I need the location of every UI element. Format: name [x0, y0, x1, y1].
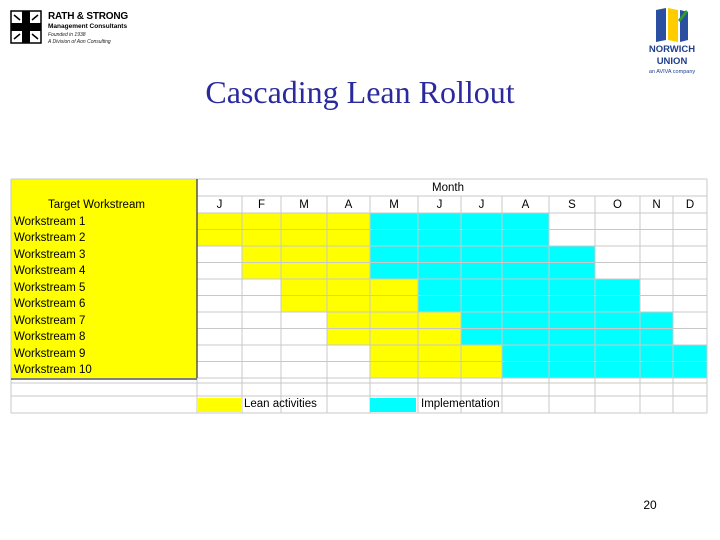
schedule-cell	[640, 279, 673, 296]
schedule-cell	[549, 263, 595, 280]
schedule-cell	[502, 230, 549, 247]
schedule-cell	[502, 246, 549, 263]
schedule-cell	[370, 362, 418, 379]
schedule-cell	[370, 230, 418, 247]
schedule-cell	[549, 230, 595, 247]
schedule-cell	[242, 296, 281, 313]
schedule-cell	[327, 296, 370, 313]
norwich-union-name-line2: UNION	[656, 56, 688, 67]
schedule-cell	[197, 263, 242, 280]
rath-strong-division: A Division of Aon Consulting	[48, 39, 111, 45]
target-workstream-header: Target Workstream	[48, 199, 145, 211]
schedule-cell	[197, 345, 242, 362]
schedule-cell	[197, 312, 242, 329]
schedule-cell	[640, 362, 673, 379]
schedule-cell	[327, 312, 370, 329]
schedule-cell	[673, 362, 707, 379]
rath-strong-name: RATH & STRONG	[48, 11, 128, 22]
schedule-cell	[370, 263, 418, 280]
month-label: M	[299, 199, 309, 211]
schedule-cell	[502, 213, 549, 230]
schedule-cell	[461, 279, 502, 296]
schedule-cell	[640, 345, 673, 362]
schedule-cell	[418, 329, 461, 346]
month-label: A	[521, 199, 530, 211]
schedule-cell	[461, 329, 502, 346]
schedule-cell	[673, 246, 707, 263]
norwich-union-tagline: an AVIVA company	[648, 69, 696, 75]
schedule-cell	[197, 362, 242, 379]
schedule-cell	[502, 296, 549, 313]
schedule-cell	[370, 296, 418, 313]
schedule-cell	[281, 263, 327, 280]
schedule-cell	[242, 279, 281, 296]
workstream-label: Workstream 3	[14, 248, 86, 261]
schedule-cell	[640, 230, 673, 247]
schedule-cell	[673, 296, 707, 313]
schedule-cell	[418, 345, 461, 362]
schedule-cell	[461, 296, 502, 313]
month-label: J	[216, 199, 223, 211]
month-label: O	[613, 199, 622, 211]
schedule-cell	[461, 213, 502, 230]
schedule-cell	[673, 345, 707, 362]
month-label: S	[568, 199, 576, 211]
schedule-cell	[418, 279, 461, 296]
norwich-union-name-line1: NORWICH	[648, 44, 696, 55]
schedule-cell	[197, 213, 242, 230]
workstream-label: Workstream 2	[14, 232, 86, 244]
schedule-cell	[370, 213, 418, 230]
schedule-cell	[461, 312, 502, 329]
schedule-cell	[461, 345, 502, 362]
legend-implementation-label: Implementation	[421, 398, 500, 410]
schedule-cell	[673, 279, 707, 296]
schedule-cell	[673, 329, 707, 346]
schedule-cell	[281, 329, 327, 346]
schedule-cell	[197, 246, 242, 263]
schedule-cell	[673, 312, 707, 329]
schedule-cell	[418, 263, 461, 280]
schedule-cell	[327, 230, 370, 247]
schedule-cell	[673, 263, 707, 280]
schedule-cell	[502, 263, 549, 280]
schedule-cell	[242, 345, 281, 362]
schedule-cell	[418, 362, 461, 379]
schedule-cell	[549, 312, 595, 329]
schedule-cell	[242, 312, 281, 329]
schedule-cell	[461, 362, 502, 379]
schedule-cell	[502, 312, 549, 329]
month-label: J	[478, 199, 485, 211]
month-label: D	[685, 199, 695, 211]
month-label: A	[344, 199, 353, 211]
month-label: N	[652, 199, 661, 211]
schedule-cell	[418, 246, 461, 263]
schedule-cell	[673, 230, 707, 247]
schedule-cell	[595, 279, 640, 296]
schedule-cell	[327, 263, 370, 280]
schedule-cell	[595, 362, 640, 379]
rath-strong-founded: Founded in 1938	[48, 32, 86, 38]
month-group-header: Month	[432, 182, 464, 194]
schedule-cell	[549, 329, 595, 346]
schedule-cell	[370, 345, 418, 362]
workstream-label: Workstream 8	[14, 331, 86, 343]
legend-lean-label: Lean activities	[244, 398, 317, 410]
schedule-cell	[281, 246, 327, 263]
schedule-cell	[197, 279, 242, 296]
schedule-cell	[502, 329, 549, 346]
schedule-cell	[418, 296, 461, 313]
schedule-cell	[595, 213, 640, 230]
schedule-cell	[327, 213, 370, 230]
page-number: 20	[643, 498, 657, 512]
schedule-cell	[281, 362, 327, 379]
page-title: Cascading Lean Rollout	[205, 74, 515, 110]
month-label: M	[389, 199, 399, 211]
schedule-cell	[640, 329, 673, 346]
schedule-cell	[281, 230, 327, 247]
schedule-cell	[197, 296, 242, 313]
schedule-cell	[327, 246, 370, 263]
schedule-cell	[595, 329, 640, 346]
schedule-cell	[461, 246, 502, 263]
schedule-cell	[595, 263, 640, 280]
schedule-cell	[418, 213, 461, 230]
schedule-cell	[281, 213, 327, 230]
schedule-cell	[370, 279, 418, 296]
workstream-label: Workstream 1	[14, 215, 86, 228]
schedule-cell	[502, 279, 549, 296]
schedule-cell	[549, 279, 595, 296]
schedule-cell	[595, 312, 640, 329]
schedule-cell	[549, 213, 595, 230]
schedule-cell	[197, 329, 242, 346]
schedule-cell	[549, 362, 595, 379]
schedule-cell	[327, 279, 370, 296]
schedule-cell	[640, 263, 673, 280]
schedule-cell	[595, 296, 640, 313]
schedule-cell	[461, 263, 502, 280]
schedule-cell	[197, 230, 242, 247]
schedule-cell	[640, 213, 673, 230]
workstream-label: Workstream 9	[14, 347, 86, 360]
schedule-cell	[549, 296, 595, 313]
schedule-cell	[370, 246, 418, 263]
workstream-label: Workstream 4	[14, 265, 86, 277]
schedule-cell	[418, 312, 461, 329]
schedule-cell	[673, 213, 707, 230]
schedule-cell	[327, 329, 370, 346]
schedule-cell	[242, 213, 281, 230]
workstream-label: Workstream 5	[14, 281, 86, 294]
schedule-cell	[242, 362, 281, 379]
schedule-cell	[549, 345, 595, 362]
schedule-cell	[281, 279, 327, 296]
schedule-cell	[242, 246, 281, 263]
schedule-cell	[281, 312, 327, 329]
schedule-cell	[549, 246, 595, 263]
month-label: F	[257, 199, 266, 211]
schedule-cell	[418, 230, 461, 247]
schedule-cell	[327, 345, 370, 362]
schedule-cell	[640, 296, 673, 313]
rath-strong-subtitle: Management Consultants	[48, 23, 128, 30]
schedule-cell	[327, 362, 370, 379]
workstream-label: Workstream 10	[14, 364, 92, 376]
workstream-label: Workstream 7	[14, 314, 86, 327]
schedule-cell	[595, 345, 640, 362]
schedule-cell	[502, 362, 549, 379]
schedule-cell	[640, 312, 673, 329]
schedule-cell	[242, 230, 281, 247]
schedule-cell	[242, 329, 281, 346]
legend-lean-swatch	[198, 398, 241, 412]
schedule-cell	[461, 230, 502, 247]
schedule-cell	[281, 345, 327, 362]
legend-implementation-swatch	[370, 398, 416, 412]
schedule-cell	[595, 246, 640, 263]
schedule-cell	[370, 329, 418, 346]
month-label: J	[436, 199, 443, 211]
schedule-cell	[502, 345, 549, 362]
schedule-cell	[595, 230, 640, 247]
schedule-cell	[242, 263, 281, 280]
workstream-label: Workstream 6	[14, 298, 86, 310]
schedule-cell	[370, 312, 418, 329]
schedule-cell	[281, 296, 327, 313]
schedule-cell	[640, 246, 673, 263]
